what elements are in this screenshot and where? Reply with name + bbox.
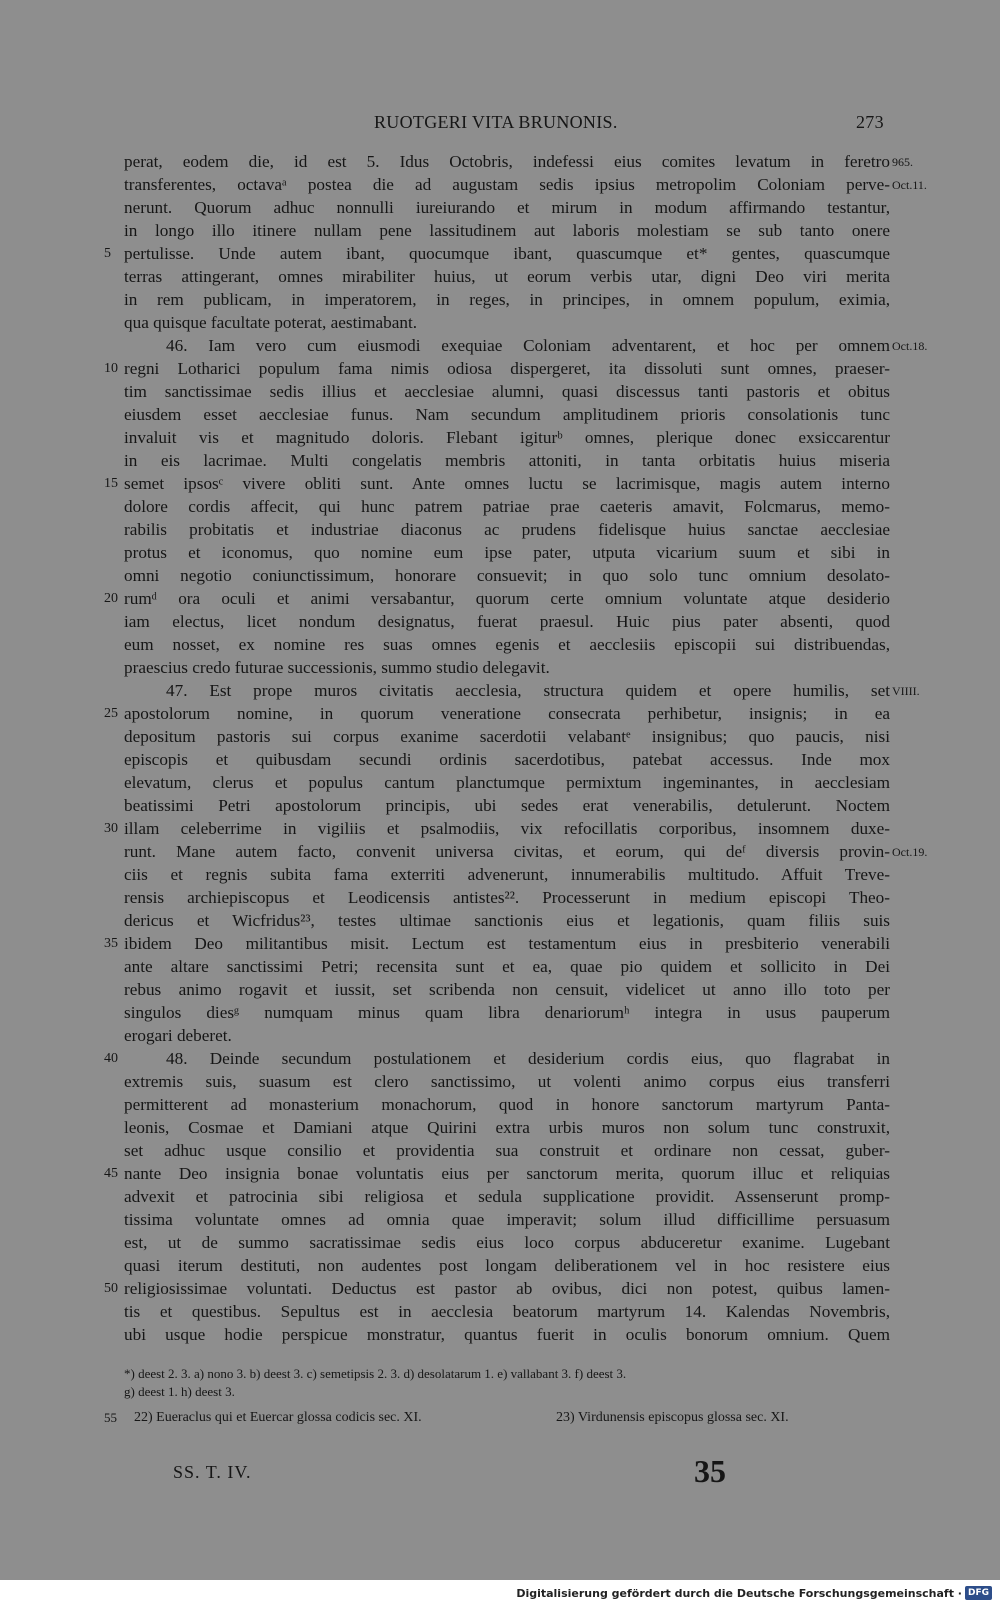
text-line-content: est, ut de summo sacratissimae sedis eius loco corpus abduceretur exanime. Lugebant [124, 1233, 890, 1252]
line-number: 30 [104, 821, 118, 836]
text-line-content: rensis archiepiscopus et Leodicensis antistes²². Processerunt in medium episcopi Theo- [124, 888, 890, 907]
margin-date-note: VIIII. [892, 684, 920, 698]
text-line [124, 495, 890, 518]
text-line-content: religiosissimae voluntati. Deductus est pastor ab ovibus, dici non potest, quibus lamen- [124, 1279, 890, 1298]
text-line [124, 357, 890, 380]
text-line [124, 1047, 890, 1070]
text-line-content: rebus animo rogavit et iussit, set scribenda non censuit, videlicet ut anno illo toto per [124, 980, 890, 999]
footnote-gloss-22: 22) Eueraclus qui et Euercar glossa codicis sec. XI. [134, 1410, 422, 1425]
line-number: 45 [104, 1166, 118, 1181]
text-line-content: beatissimi Petri apostolorum principis, ubi sedes erat venerabilis, detulerunt. Noctem [124, 796, 890, 815]
text-line-content: runt. Mane autem facto, convenit universa civitas, et eorum, qui deᶠ diversis provin- [124, 842, 890, 861]
margin-date-note: Oct.18. [892, 339, 928, 353]
text-line [124, 1070, 890, 1093]
text-line [124, 633, 890, 656]
line-number: 50 [104, 1281, 118, 1296]
text-line [124, 288, 890, 311]
footnote-gloss-23: 23) Virdunensis episcopus glossa sec. XI. [556, 1410, 789, 1425]
text-line-content: in rem publicam, in imperatorem, in reges, in principes, in omnem populum, eximia, [124, 290, 890, 309]
text-line-content: transferentes, octavaᵃ postea die ad augustam sedis ipsius metropolim Coloniam perve- [124, 175, 890, 194]
text-line-content: illam celeberrime in vigiliis et psalmodiis, vix refocillatis corporibus, insomnem duxe- [124, 819, 890, 838]
text-line-content: terras attingerant, omnes mirabiliter huius, ut eorum verbis utar, digni Deo viri merita [124, 267, 890, 286]
text-line [124, 794, 890, 817]
text-line [124, 426, 890, 449]
text-line [124, 1323, 890, 1346]
text-line [124, 863, 890, 886]
credit-text: Digitalisierung gefördert durch die Deutsche Forschungsgemeinschaft · [516, 1586, 962, 1600]
text-line-content: omni negotio coniunctissimum, honorare consuevit; in quo solo tunc omnium desolato- [124, 566, 890, 585]
text-line-content: elevatum, clerus et populus cantum planctumque permixtum ingeminantes, in aecclesiam [124, 773, 890, 792]
text-line [124, 518, 890, 541]
text-line [124, 173, 890, 196]
text-line [124, 196, 890, 219]
text-line-content: rumᵈ ora oculi et animi versabantur, quorum certe omnium voluntate atque desiderio [124, 589, 890, 608]
text-line [124, 150, 890, 173]
text-line-content: tim sanctissimae sedis illius et aecclesiae alumni, quasi discessus tanti pastoris et obitus [124, 382, 890, 401]
text-line-content: 48. Deinde secundum postulationem et desiderium cordis eius, quo flagrabat in [166, 1049, 890, 1068]
text-line-content: in longo illo itinere nullam pene lassitudinem aut laboris molestiam se sub tanto onere [124, 221, 890, 240]
text-line-content: regni Lotharici populum fama nimis odiosa dispergeret, ita dissoluti sunt omnes, praeser- [124, 359, 890, 378]
line-number: 25 [104, 706, 118, 721]
text-line [124, 679, 890, 702]
text-line-content: tissima voluntate omnes ad omnia quae imperavit; solum illud difficillime persuasum [124, 1210, 890, 1229]
text-line [124, 242, 890, 265]
footnote-line-number: 55 [104, 1410, 117, 1425]
text-line [124, 1093, 890, 1116]
text-line-content: eum nosset, ex nomine res suas omnes egenis et aecclesiis episcopii sui distribuendas, [124, 635, 890, 654]
text-line-content: erogari deberet. [124, 1026, 232, 1045]
text-line [124, 1139, 890, 1162]
text-line-content: dericus et Wicfridus²³, testes ultimae sanctionis eius et legationis, quam filiis suis [124, 911, 890, 930]
margin-date-note: Oct.11. [892, 178, 927, 192]
text-line [124, 978, 890, 1001]
margin-date-note: 965. [892, 155, 913, 169]
text-line-content: dolore cordis affecit, qui hunc patrem patriae prae caeteris amavit, Folcmarus, memo- [124, 497, 890, 516]
text-line [124, 748, 890, 771]
text-line [124, 449, 890, 472]
text-line-content: rabilis probitatis et industriae diaconus ac prudens fidelisque huius sanctae aecclesiae [124, 520, 890, 539]
text-line [124, 1300, 890, 1323]
text-line [124, 955, 890, 978]
text-line [124, 472, 890, 495]
text-line-content: qua quisque facultate poterat, aestimabant. [124, 313, 418, 332]
line-number: 10 [104, 361, 118, 376]
text-line [124, 886, 890, 909]
text-line [124, 840, 890, 863]
text-line-content: ciis et regnis subita fama exterriti advenerunt, innumerabilis multitudo. Affuit Treve- [124, 865, 890, 884]
footnote-variants-continued: g) deest 1. h) deest 3. [124, 1384, 235, 1399]
text-line-content: nante Deo insignia bonae voluntatis eius per sanctorum merita, quorum illuc et reliquias [124, 1164, 890, 1183]
running-head: RUOTGERI VITA BRUNONIS. [374, 112, 618, 132]
line-number: 20 [104, 591, 118, 606]
margin-date-note: Oct.19. [892, 845, 928, 859]
text-line [124, 817, 890, 840]
text-line [124, 403, 890, 426]
text-line [124, 702, 890, 725]
text-line-content: permitterent ad monasterium monachorum, quod in honore sanctorum martyrum Panta- [124, 1095, 890, 1114]
sheet-number: 35 [694, 1453, 726, 1489]
text-line [124, 541, 890, 564]
line-number: 5 [104, 246, 111, 261]
page-number: 273 [856, 112, 884, 132]
text-line-content: tis et questibus. Sepultus est in aecclesia beatorum martyrum 14. Kalendas Novembris, [124, 1302, 890, 1321]
text-line [124, 1231, 890, 1254]
text-line [124, 771, 890, 794]
text-line [124, 380, 890, 403]
text-line [124, 564, 890, 587]
text-line-content: leonis, Cosmae et Damiani atque Quirini extra urbis muros non solum tunc construxit, [124, 1118, 890, 1137]
text-line [124, 1208, 890, 1231]
text-line [124, 311, 890, 334]
text-line [124, 219, 890, 242]
text-line-content: pertulisse. Unde autem ibant, quocumque ibant, quascumque et* gentes, quascumque [124, 244, 890, 263]
text-line [124, 909, 890, 932]
text-line-content: ubi usque hodie perspicue monstratur, quantus fuerit in oculis bonorum omnium. Quem [124, 1325, 890, 1344]
text-line-content: quasi iterum destituti, non audentes post longam deliberationem vel in hoc resistere eius [124, 1256, 890, 1275]
text-line [124, 1162, 890, 1185]
text-line-content: nerunt. Quorum adhuc nonnulli iureiurando et mirum in modum affirmando testantur, [124, 198, 890, 217]
dfg-logo: DFG [965, 1586, 992, 1600]
text-line-content: apostolorum nomine, in quorum veneratione consecrata perhibetur, insignis; in ea [124, 704, 890, 723]
text-line-content: ibidem Deo militantibus misit. Lectum est testamentum eius in presbiterio venerabili [124, 934, 890, 953]
text-line-content: invaluit vis et magnitudo doloris. Flebant igiturᵇ omnes, plerique donec exsiccarentur [124, 428, 890, 447]
text-line [124, 1116, 890, 1139]
text-line-content: extremis suis, suasum est clero sanctissimo, ut volenti animo corpus eius transferri [124, 1072, 890, 1091]
text-line [124, 1185, 890, 1208]
text-line [124, 334, 890, 357]
text-line-content: singulos diesᵍ numquam minus quam libra denariorumʰ integra in usus pauperum [124, 1003, 890, 1022]
text-line-content: depositum pastoris sui corpus exanime sacerdotii velabantᵉ insignibus; quo paucis, nisi [124, 727, 890, 746]
text-line [124, 1001, 890, 1024]
text-line [124, 265, 890, 288]
text-line [124, 1277, 890, 1300]
text-line [124, 932, 890, 955]
text-line-content: semet ipsosᶜ vivere obliti sunt. Ante omnes luctu se lacrimisque, magis autem interno [124, 474, 890, 493]
text-line [124, 656, 890, 679]
text-line-content: iam electus, licet nondum designatus, fuerat praesul. Huic pius pater absenti, quod [124, 612, 890, 631]
signature-mark: SS. T. IV. [173, 1462, 252, 1482]
text-line-content: perat, eodem die, id est 5. Idus Octobris, indefessi eius comites levatum in feretro [124, 152, 890, 171]
digitization-credit [516, 1586, 992, 1600]
text-line-content: episcopis et quibusdam secundi ordinis sacerdotibus, patebat accessus. Inde mox [124, 750, 890, 769]
text-line-content: protus et iconomus, quo nomine eum ipse pater, utputa vicarium suum et sibi in [124, 543, 890, 562]
text-line-content: ante altare sanctissimi Petri; recensita sunt et ea, quae pio quidem et sollicito in Dei [124, 957, 890, 976]
text-line-content: set adhuc usque consilio et providentia sua construit et ordinare non cessat, guber- [124, 1141, 890, 1160]
line-number: 40 [104, 1051, 118, 1066]
text-line-content: in eis lacrimae. Multi congelatis membris attoniti, in tanta orbitatis huius miseria [124, 451, 890, 470]
line-number: 35 [104, 936, 118, 951]
footnote-variants: *) deest 2. 3. a) nono 3. b) deest 3. c) semetipsis 2. 3. d) desolatarum 1. e) vallabant 3. f) deest 3. [124, 1366, 627, 1381]
text-line-content: eiusdem esset aecclesiae funus. Nam secundum amplitudinem prioris consolationis tunc [124, 405, 890, 424]
text-line [124, 610, 890, 633]
text-line-content: praescius credo futurae successionis, summo studio delegavit. [124, 658, 550, 677]
text-line-content: 46. Iam vero cum eiusmodi exequiae Coloniam adventarent, et hoc per omnem [166, 336, 890, 355]
text-line [124, 587, 890, 610]
line-number: 15 [104, 476, 118, 491]
text-line [124, 1254, 890, 1277]
text-line [124, 1024, 890, 1047]
text-line-content: 47. Est prope muros civitatis aecclesia, structura quidem et opere humilis, set [166, 681, 890, 700]
text-line-content: advexit et patrocinia sibi religiosa et sedula supplicatione providit. Assenserunt promp- [124, 1187, 890, 1206]
text-line [124, 725, 890, 748]
